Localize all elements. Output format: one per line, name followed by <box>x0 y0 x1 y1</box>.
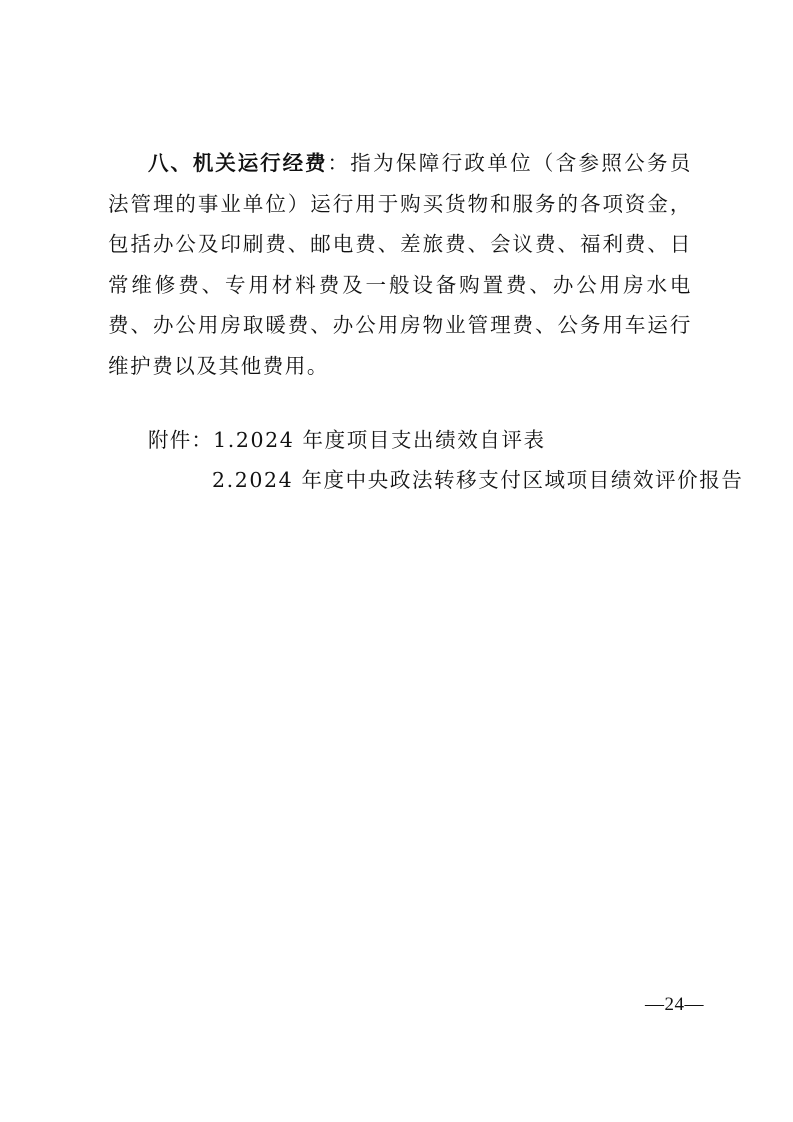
section-paragraph <box>108 143 692 386</box>
attachment-item-1 <box>148 425 546 455</box>
attachment-item-1-text: 1.2024 年度项目支出绩效自评表 <box>213 428 546 452</box>
attachment-label: 附件： <box>148 428 214 452</box>
attachment-item-2 <box>212 465 743 495</box>
attachment-item-2-text: 2.2024 年度中央政法转移支付区域项目绩效评价报告 <box>212 468 744 492</box>
section-body: ：指为保障行政单位（含参照公务员法管理的事业单位）运行用于购买货物和服务的各项资金，包括办公及印刷费、邮电费、差旅费、会议费、福利费、日常维修费、专用材料费及一般设备购置费、办公用房水电费、办公用房取暖费、办公用房物业管理费、公务用车运行维护费以及其他费用。 <box>108 151 692 378</box>
section-heading: 八、机关运行经费 <box>148 151 328 175</box>
page-number: —24— <box>645 994 704 1015</box>
